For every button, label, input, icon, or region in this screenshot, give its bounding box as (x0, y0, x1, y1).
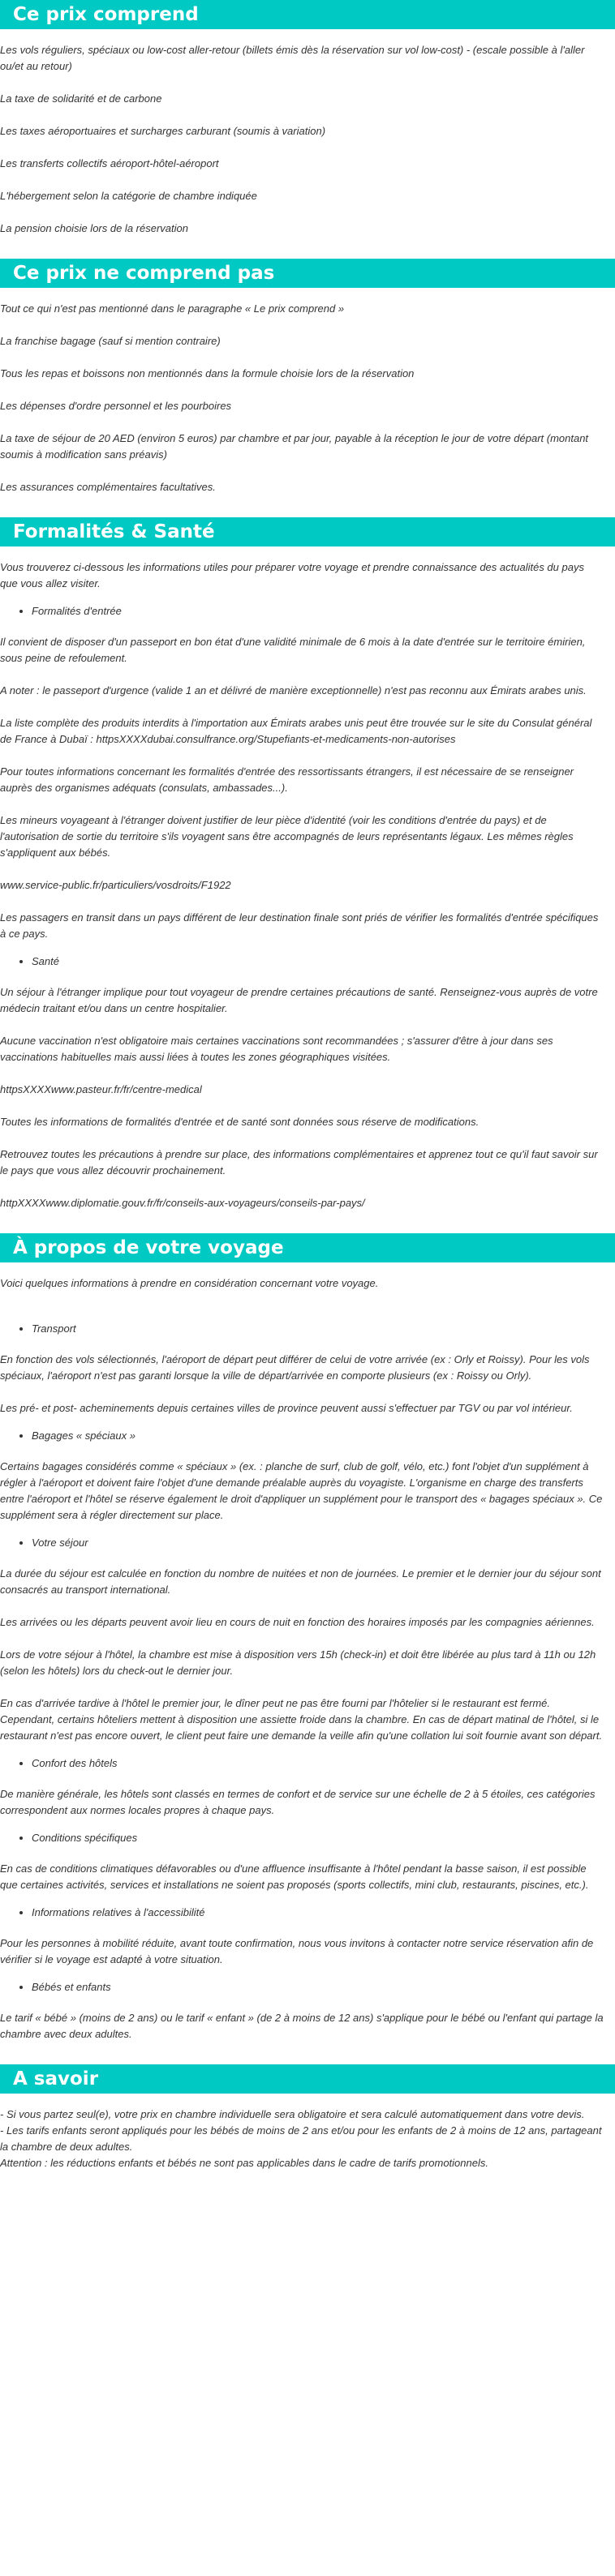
paragraph: La liste complète des produits interdits à l'importation aux Émirats arabes unis peut être trouvée sur le site du Consulat général de France à Dubaï : httpsXXXXdubai.consulfrance.org/Stupefiants-et-medicaments-non-autorises (0, 717, 592, 745)
paragraph: Pour les personnes à mobilité réduite, avant toute confirmation, nous vous invitons à contacter notre service réservation afin de vérifier si le voyage est adapté à votre situation. (0, 1937, 594, 1965)
paragraph: Certains bagages considérés comme « spéciaux » (ex. : planche de surf, club de golf, vélo, etc.) font l'objet d'un supplément à régler à l'aéroport et doivent faire l'objet d'une demande préalable auprès du voyagiste. L'organisme en charge des transferts entre l'aéroport et l'hôtel se réserve également le droit d'appliquer un supplément pour le transport des « bagages spéciaux ». Ce supplément sera à régler directement sur place. (0, 1460, 603, 1521)
paragraph: Les pré- et post- acheminements depuis certaines villes de province peuvent aussi s'effectuer par TGV ou par vol intérieur. (0, 1402, 573, 1414)
subheading-formalites-entree: • Formalités d'entrée (32, 603, 615, 619)
list-item: L'hébergement selon la catégorie de chambre indiquée (0, 190, 257, 202)
paragraph: En fonction des vols sélectionnés, l'aéroport de départ peut différer de celui de votre arrivée (ex : Orly et Roissy). Pour les vols spéciaux, l'aéroport n'est pas garanti lorsque la ville de départ/arrivée en comporte plusieurs (ex : Roissy ou Orly). (0, 1353, 590, 1382)
subheading-list (0, 1321, 615, 1337)
paragraph: Pour toutes informations concernant les formalités d'entrée des ressortissants étrangers, il est nécessaire de se renseigner auprès des organismes adéquats (consulats, ambassades...). (0, 765, 574, 794)
list-item: La taxe de solidarité et de carbone (0, 92, 162, 105)
list-item: Les assurances complémentaires facultatives. (0, 481, 216, 493)
subheading-list (0, 1755, 615, 1772)
paragraph: - Les tarifs enfants seront appliqués pour les bébés de moins de 2 ans et/ou pour les enfants de 2 à moins de 12 ans, partageant la chambre de deux adultes. (0, 2124, 602, 2153)
list-item: Tous les repas et boissons non mentionnés dans la formule choisie lors de la réservation (0, 367, 415, 379)
section-formalites-sante (0, 517, 615, 1211)
list-item: La pension choisie lors de la réservation (0, 222, 188, 234)
paragraph: Le tarif « bébé » (moins de 2 ans) ou le tarif « enfant » (de 2 à moins de 12 ans) s'applique pour le bébé ou l'enfant qui partage la chambre avec deux adultes. (0, 2012, 604, 2040)
list-item: Les transferts collectifs aéroport-hôtel-aéroport (0, 157, 219, 169)
paragraph: Aucune vaccination n'est obligatoire mais certaines vaccinations sont recommandées ; s'assurer d'être à jour dans ses vaccinations habituelles mais aussi liées à toutes les zones géographiques visitées. (0, 1035, 553, 1063)
list-item: Tout ce qui n'est pas mentionné dans le paragraphe « Le prix comprend » (0, 302, 345, 315)
subheading-conditions-specifiques: • Conditions spécifiques (32, 1830, 615, 1846)
paragraph: A noter : le passeport d'urgence (valide 1 an et délivré de manière exceptionnelle) n'est pas reconnu aux Émirats arabes unis. (0, 684, 587, 697)
subheading-bebes-enfants: • Bébés et enfants (32, 1979, 615, 1995)
section-prix-ne-comprend-pas (0, 259, 615, 495)
link-text[interactable]: www.service-public.fr/particuliers/vosdroits/F1922 (0, 879, 231, 891)
paragraph: Attention : les réductions enfants et bébés ne sont pas applicables dans le cadre de tarifs promotionnels. (0, 2157, 488, 2169)
subheading-list (0, 1428, 615, 1444)
section-title-prix-comprend: Ce prix comprend (0, 0, 615, 29)
subheading-list (0, 954, 615, 970)
subheading-sante: • Santé (32, 954, 615, 970)
link-text[interactable]: httpsXXXXwww.pasteur.fr/fr/centre-medical (0, 1083, 202, 1095)
list-item: Les dépenses d'ordre personnel et les pourboires (0, 400, 232, 412)
subheading-votre-sejour: • Votre séjour (32, 1535, 615, 1551)
subheading-list (0, 1979, 615, 1995)
paragraph: La durée du séjour est calculée en fonction du nombre de nuitées et non de journées. Le premier et le dernier jour du séjour sont consacrés au transport international. (0, 1567, 601, 1596)
subheading-transport: • Transport (32, 1321, 615, 1337)
list-item: La taxe de séjour de 20 AED (environ 5 euros) par chambre et par jour, payable à la réception le jour de votre départ (montant soumis à modification sans préavis) (0, 432, 589, 461)
intro-text: Voici quelques informations à prendre en considération concernant votre voyage. (0, 1277, 379, 1289)
list-item: Les taxes aéroportuaires et surcharges carburant (soumis à variation) (0, 125, 326, 137)
subheading-accessibilite: • Informations relatives à l'accessibilité (32, 1905, 615, 1921)
paragraph: En cas de conditions climatiques défavorables ou d'une affluence insuffisante à l'hôtel pendant la basse saison, il est possible que certaines activités, services et installations ne soient pas proposés (sports collectifs, mini club, restaurants, piscines, etc.). (0, 1862, 589, 1891)
paragraph: Il convient de disposer d'un passeport en bon état d'une validité minimale de 6 mois à la date d'entrée sur le territoire émirien, sous peine de refoulement. (0, 636, 586, 664)
section-title-a-propos-voyage: À propos de votre voyage (0, 1233, 615, 1262)
list-item: La franchise bagage (sauf si mention contraire) (0, 335, 221, 347)
section-title-a-savoir: A savoir (0, 2064, 615, 2094)
paragraph: Toutes les informations de formalités d'entrée et de santé sont données sous réserve de modifications. (0, 1116, 480, 1128)
paragraph: Les mineurs voyageant à l'étranger doivent justifier de leur pièce d'identité (voir les conditions d'entrée du pays) et de l'autorisation de sortie du territoire s'ils voyagent sans être accompagnés de leurs représentants légaux. Les mêmes règles s'appliquent aux bébés. (0, 814, 574, 859)
paragraph: Lors de votre séjour à l'hôtel, la chambre est mise à disposition vers 15h (check-in) et doit être libérée au plus tard à 11h ou 12h (selon les hôtels) lors du check-out le dernier jour. (0, 1648, 596, 1677)
list-item: Les vols réguliers, spéciaux ou low-cost aller-retour (billets émis dès la réservation sur vol low-cost) - (escale possible à l'aller ou/et au retour) (0, 44, 585, 72)
paragraph: Un séjour à l'étranger implique pour tout voyageur de prendre certaines précautions de santé. Renseignez-vous auprès de votre médecin traitant et/ou dans un centre hospitalier. (0, 986, 598, 1014)
section-title-formalites-sante: Formalités & Santé (0, 517, 615, 546)
subheading-list (0, 1905, 615, 1921)
paragraph: Les passagers en transit dans un pays différent de leur destination finale sont priés de vérifier les formalités d'entrée spécifiques à ce pays. (0, 911, 599, 940)
link-text[interactable]: httpXXXXwww.diplomatie.gouv.fr/fr/conseils-aux-voyageurs/conseils-par-pays/ (0, 1197, 365, 1209)
subheading-list (0, 1830, 615, 1846)
section-prix-comprend (0, 0, 615, 237)
paragraph: En cas d'arrivée tardive à l'hôtel le premier jour, le dîner peut ne pas être fourni par l'hôtelier si le restaurant est fermé. Cependant, certains hôteliers mettent à disposition une assiette froide dans la chambre. En cas de départ matinal de l'hôtel, si le restaurant n'est pas encore ouvert, le client peut faire une demande la veille afin qu'une collation lui soit fournie avant son départ. (0, 1697, 603, 1742)
subheading-bagages-speciaux: • Bagages « spéciaux » (32, 1428, 615, 1444)
section-a-savoir (0, 2064, 615, 2171)
subheading-list (0, 1535, 615, 1551)
subheading-list (0, 603, 615, 619)
paragraph: De manière générale, les hôtels sont classés en termes de confort et de service sur une échelle de 2 à 5 étoiles, ces catégories correspondent aux normes locales propres à chaque pays. (0, 1788, 596, 1816)
section-title-prix-ne-comprend-pas: Ce prix ne comprend pas (0, 259, 615, 288)
intro-text: Vous trouverez ci-dessous les informations utiles pour préparer votre voyage et prendre connaissance des actualités du pays que vous allez visiter. (0, 561, 584, 589)
paragraph: Retrouvez toutes les précautions à prendre sur place, des informations complémentaires et apprenez tout ce qu'il faut savoir sur le pays que vous allez découvrir prochainement. (0, 1148, 598, 1177)
paragraph: - Si vous partez seul(e), votre prix en chambre individuelle sera obligatoire et sera calculé automatiquement dans votre devis. (0, 2108, 585, 2120)
section-a-propos-voyage (0, 1233, 615, 2042)
subheading-confort-hotels: • Confort des hôtels (32, 1755, 615, 1772)
paragraph: Les arrivées ou les départs peuvent avoir lieu en cours de nuit en fonction des horaires imposés par les compagnies aériennes. (0, 1616, 595, 1628)
